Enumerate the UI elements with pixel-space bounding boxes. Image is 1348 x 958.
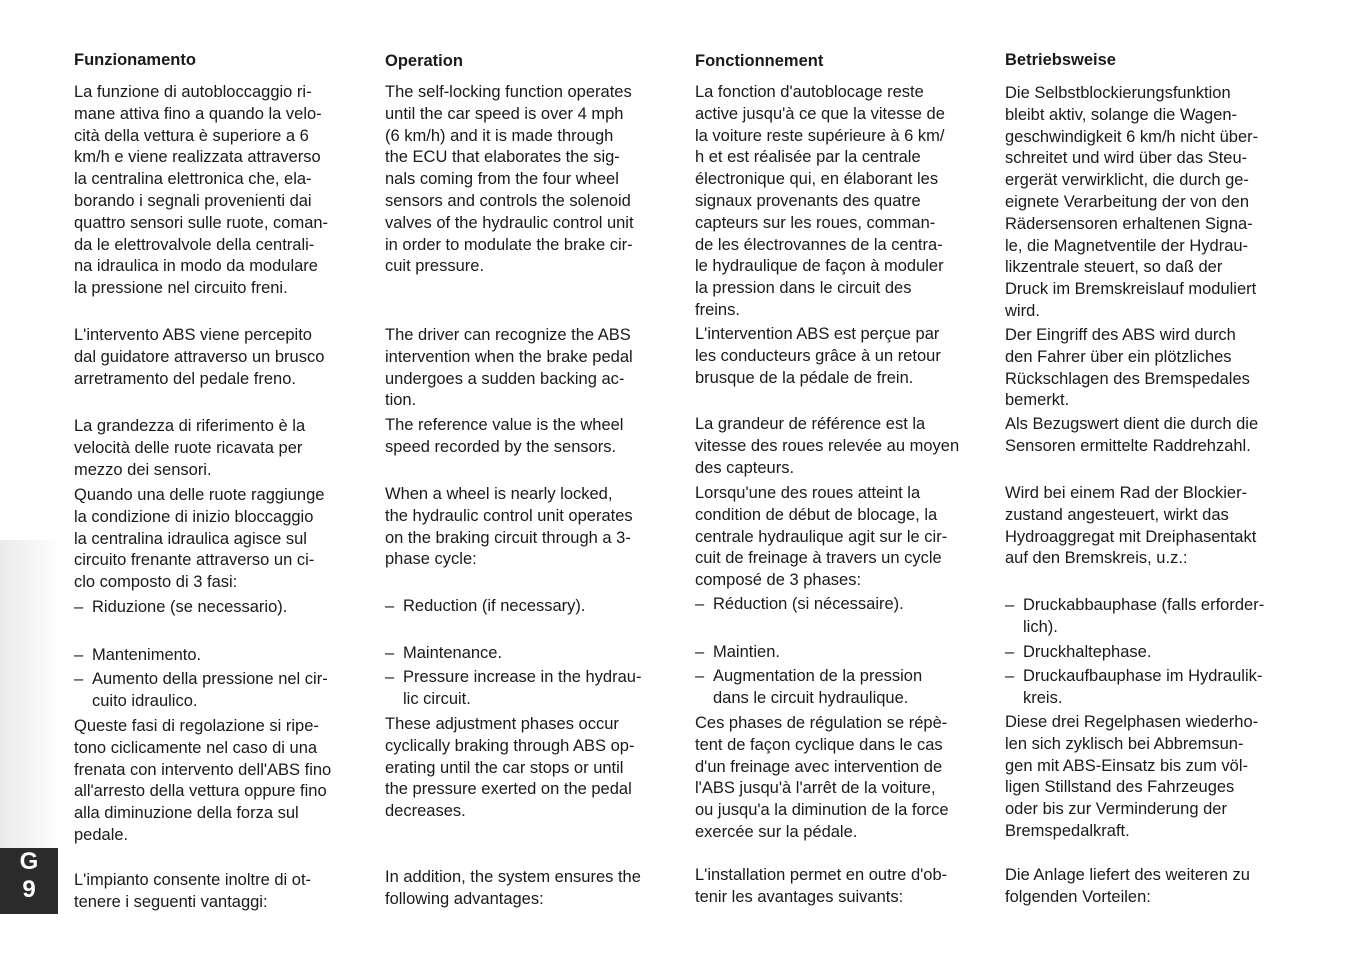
paragraph: The driver can recognize the ABS intervention when the brake pedal undergoes a sudden backing ac- tion. bbox=[385, 326, 633, 410]
paragraph: La grandeur de référence est la vitesse des roues relevée au moyen des capteurs. bbox=[695, 415, 960, 477]
column-heading: Operation bbox=[385, 52, 463, 70]
paragraph: Lorsqu'une des roues atteint la condition de début de blocage, la centrale hydraulique agit sur le cir- cuit de freinage à travers un cycle composé de 3 phases: bbox=[695, 484, 948, 590]
paragraph: La funzione di autobloccaggio ri- mane attiva fino a quando la velo- cità della vettura è superiore a 6 km/h e viene realizzata attraverso la centralina elettronica che, ela- borando i segnali provenienti dai quattro sensori sulle ruote, coman- da le elettrovalvole della centrali- na idraulica in modo da modulare la pressione nel circuito freni. bbox=[74, 83, 329, 298]
paragraph: L'impianto consente inoltre di ot- tenere i seguenti vantaggi: bbox=[74, 871, 312, 911]
paragraph: Als Bezugswert dient die durch die Sensoren ermittelte Raddrehzahl. bbox=[1005, 415, 1259, 455]
section-tab-shading bbox=[0, 540, 60, 848]
list-item-text: Maintenance. bbox=[403, 644, 503, 662]
paragraph: These adjustment phases occur cyclically braking through ABS op- erating until the car stops or until the pressure exerted on the pedal decreases. bbox=[385, 715, 635, 821]
list-item: – Reduction (if necessary). bbox=[385, 597, 586, 615]
paragraph: Die Anlage liefert des weiteren zu folgenden Vorteilen: bbox=[1005, 866, 1250, 906]
paragraph: L'intervention ABS est perçue par les conducteurs grâce à un retour brusque de la pédale de frein. bbox=[695, 325, 941, 387]
paragraph: L'intervento ABS viene percepito dal guidatore attraverso un brusco arretramento del pedale freno. bbox=[74, 326, 325, 388]
paragraph: Queste fasi di regolazione si ripe- tono ciclicamente nel caso di una frenata con intervento dell'ABS fino all'arresto della vettura oppure fino alla diminuzione della forza sul pedale. bbox=[74, 717, 332, 844]
list-item: – Maintien. bbox=[695, 643, 780, 661]
paragraph: Ces phases de régulation se répè- tent de façon cyclique dans le cas d'un freinage avec intervention de l'ABS jusqu'à l'arrêt de la voiture, ou jusqu'a la diminution de la force exercée sur la pédale. bbox=[695, 714, 949, 841]
list-item: – Riduzione (se necessario). bbox=[74, 598, 288, 616]
paragraph: Die Selbstblockierungsfunktion bleibt aktiv, solange die Wagen- geschwindigkeit 6 km/h nicht über- schreitet und wird über das Steu- ergerät verwirklicht, die durch ge- eignete Verarbeitung der von den Rädersensoren erhaltenen Signa- le, die Magnetventile der Hydrau- likzentrale steuert, so daß der Druck im Bremskreislauf moduliert wird. bbox=[1005, 84, 1259, 320]
section-tab-number: 9 bbox=[22, 876, 36, 903]
paragraph: Der Eingriff des ABS wird durch den Fahrer über ein plötzliches Rückschlagen des Bremspedales bemerkt. bbox=[1005, 326, 1250, 410]
list-item-text: Réduction (si nécessaire). bbox=[713, 595, 904, 613]
list-item-text: Aumento della pressione nel cir- cuito idraulico. bbox=[92, 670, 328, 710]
column-heading: Fonctionnement bbox=[695, 52, 824, 70]
column-heading: Funzionamento bbox=[74, 51, 196, 69]
section-tab bbox=[0, 848, 58, 914]
list-item: – Pressure increase in the hydrau- lic circuit. bbox=[385, 668, 642, 708]
list-item: – Druckaufbauphase im Hydraulik- kreis. bbox=[1005, 667, 1263, 707]
column-heading: Betriebsweise bbox=[1005, 51, 1116, 69]
list-item: – Aumento della pressione nel cir- cuito idraulico. bbox=[74, 670, 328, 710]
list-item-text: Maintien. bbox=[713, 643, 780, 661]
list-item-text: Druckaufbauphase im Hydraulik- kreis. bbox=[1023, 667, 1263, 707]
paragraph: The self-locking function operates until the car speed is over 4 mph (6 km/h) and it is made through the ECU that elaborates the sig- nals coming from the four wheel sensors and controls the solenoid valves of the hydraulic control unit in order to modulate the brake cir- cuit pressure. bbox=[385, 83, 634, 276]
list-item-text: Reduction (if necessary). bbox=[403, 597, 586, 615]
list-item-text: Pressure increase in the hydrau- lic circuit. bbox=[403, 668, 642, 708]
paragraph: Diese drei Regelphasen wiederho- len sich zyklisch bei Abbremsun- gen mit ABS-Einsatz bis zum völ- ligen Stillstand des Fahrzeuges oder bis zur Verminderung der Bremspedalkraft. bbox=[1005, 713, 1259, 840]
list-item: – Augmentation de la pression dans le circuit hydraulique. bbox=[695, 667, 923, 707]
paragraph: Quando una delle ruote raggiunge la condizione di inizio bloccaggio la centralina idraulica agisce sul circuito frenante attraverso un ci- clo composto di 3 fasi: bbox=[74, 486, 325, 592]
paragraph: Wird bei einem Rad der Blockier- zustand angesteuert, wirkt das Hydroaggregat mit Dreiphasentakt auf den Bremskreis, u.z.: bbox=[1005, 484, 1257, 568]
paragraph: The reference value is the wheel speed recorded by the sensors. bbox=[385, 416, 624, 456]
list-item: – Druckabbauphase (falls erforder- lich). bbox=[1005, 596, 1265, 636]
list-item-text: Druckabbauphase (falls erforder- lich). bbox=[1023, 596, 1265, 636]
paragraph: L'installation permet en outre d'ob- tenir les avantages suivants: bbox=[695, 866, 948, 906]
list-item-text: Riduzione (se necessario). bbox=[92, 598, 288, 616]
list-item-text: Mantenimento. bbox=[92, 646, 202, 664]
list-item-text: Augmentation de la pression dans le circuit hydraulique. bbox=[713, 667, 923, 707]
list-item-text: Druckhaltephase. bbox=[1023, 643, 1152, 661]
list-item: – Druckhaltephase. bbox=[1005, 643, 1152, 661]
paragraph: When a wheel is nearly locked, the hydraulic control unit operates on the braking circuit through a 3- phase cycle: bbox=[385, 485, 633, 569]
paragraph: La fonction d'autoblocage reste active jusqu'à ce que la vitesse de la voiture reste supérieure à 6 km/ h et est réalisée par la centrale électronique qui, en élaborant les signaux provenants des quatre capteurs sur les roues, comman- de les électrovannes de la centra- le hydraulique de façon à moduler la pression dans le circuit des freins. bbox=[695, 83, 945, 319]
list-item: – Maintenance. bbox=[385, 644, 503, 662]
list-item: – Réduction (si nécessaire). bbox=[695, 595, 904, 613]
section-tab-letter: G bbox=[19, 848, 39, 875]
paragraph: In addition, the system ensures the following advantages: bbox=[385, 868, 641, 908]
list-item: – Mantenimento. bbox=[74, 646, 202, 664]
paragraph: La grandezza di riferimento è la velocità delle ruote ricavata per mezzo dei sensori. bbox=[74, 417, 306, 479]
